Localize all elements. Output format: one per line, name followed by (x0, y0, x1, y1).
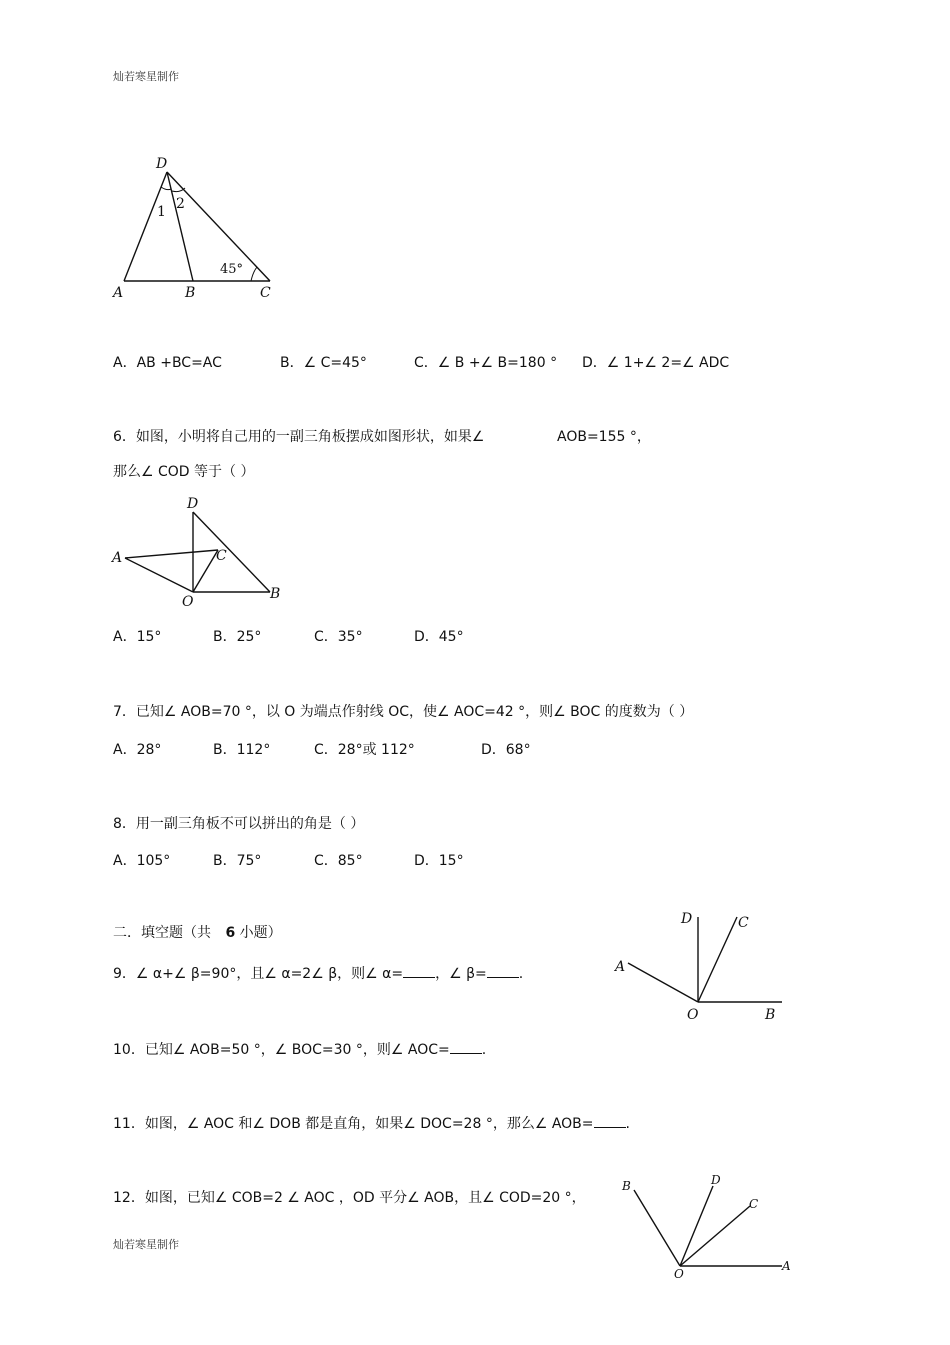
q12-figure (612, 1168, 797, 1280)
q7-option-c: C．28°或 112° (314, 742, 415, 758)
q6-label-b: B (270, 586, 281, 602)
q6-label-d: D (187, 496, 199, 512)
q7-option-b: B．112° (213, 742, 271, 758)
q5-label-angle: 45° (220, 262, 244, 277)
q8-option-d: D．15° (414, 853, 464, 869)
q11-text-b: . (625, 1116, 630, 1132)
q6-option-b: B．25° (213, 629, 262, 645)
q6-label-o: O (182, 594, 194, 610)
q9-stem (113, 963, 523, 983)
q6-figure (108, 492, 293, 612)
section-heading (113, 922, 282, 942)
q12-label-d: D (711, 1173, 721, 1187)
q8-stem: 8．用一副三角板不可以拼出的角是（ ） (113, 816, 365, 832)
q12-label-b: B (622, 1179, 631, 1193)
q9-blank-beta[interactable] (487, 965, 519, 978)
q6-option-c: C．35° (314, 629, 363, 645)
q6-stem-part2: AOB=155 °， (557, 429, 651, 445)
rays-label-a: A (615, 959, 626, 975)
q5-option-b: B．∠ C=45° (280, 355, 367, 371)
q8-option-b: B．75° (213, 853, 262, 869)
q10-blank[interactable] (450, 1041, 482, 1054)
q6-label-a: A (112, 550, 123, 566)
q5-option-a: A．AB +BC=AC (113, 355, 222, 371)
rays-label-d: D (681, 911, 693, 927)
rays-label-c: C (738, 915, 749, 931)
q5-label-d: D (156, 156, 168, 172)
section-heading-count: 6 (225, 925, 236, 941)
q9-blank-alpha[interactable] (403, 965, 435, 978)
q8-option-a: A．105° (113, 853, 171, 869)
q11-text-a: 11．如图，∠ AOC 和∠ DOB 都是直角，如果∠ DOC=28 °，那么∠ AOB= (113, 1116, 594, 1132)
q6-stem-part1: 6．如图，小明将自己用的一副三角板摆成如图形状，如果∠ (113, 429, 485, 445)
q5-label-a: A (113, 285, 124, 301)
q6-option-d: D．45° (414, 629, 464, 645)
q6-label-c: C (216, 548, 227, 564)
q9-text-b: ，∠ β= (435, 966, 487, 982)
page-footer: 灿若寒星制作 (113, 1238, 179, 1251)
q5-figure (110, 150, 290, 305)
q9-text-c: . (518, 966, 524, 982)
page-header: 灿若寒星制作 (113, 70, 179, 83)
q7-stem: 7．已知∠ AOB=70 °，以 O 为端点作射线 OC，使∠ AOC=42 °，则∠ BOC 的度数为（ ） (113, 704, 694, 720)
q5-label-b: B (185, 285, 196, 301)
q6-stem-line2: 那么∠ COD 等于（ ） (113, 464, 255, 480)
q12-label-o: O (674, 1267, 684, 1280)
rays-label-o: O (687, 1007, 699, 1023)
q9-text-a: 9．∠ α+∠ β=90°，且∠ α=2∠ β，则∠ α= (113, 966, 404, 982)
q7-option-d: D．68° (481, 742, 531, 758)
q5-option-d: D．∠ 1+∠ 2=∠ ADC (582, 355, 730, 371)
q5-label-1: 1 (157, 204, 166, 220)
q5-label-c: C (260, 285, 271, 301)
q11-blank[interactable] (594, 1115, 626, 1128)
q10-stem (113, 1039, 486, 1059)
section-heading-suffix: 小题） (239, 925, 282, 941)
q11-stem (113, 1113, 630, 1133)
section-heading-prefix: 二．填空题（共 (113, 925, 211, 941)
q7-option-a: A．28° (113, 742, 162, 758)
q10-text-b: . (481, 1042, 487, 1058)
q8-option-c: C．85° (314, 853, 363, 869)
q12-stem: 12．如图，已知∠ COB=2 ∠ AOC ，OD 平分∠ AOB，且∠ COD=20 °， (113, 1190, 586, 1206)
q12-label-a: A (782, 1259, 791, 1273)
q6-option-a: A．15° (113, 629, 162, 645)
q10-text-a: 10．已知∠ AOB=50 °，∠ BOC=30 °，则∠ AOC= (113, 1042, 450, 1058)
q12-label-c: C (749, 1197, 759, 1211)
q5-label-2: 2 (176, 196, 185, 212)
rays-label-b: B (765, 1007, 776, 1023)
rays-figure-doc (608, 905, 793, 1025)
q5-option-c: C．∠ B +∠ B=180 ° (414, 355, 558, 371)
